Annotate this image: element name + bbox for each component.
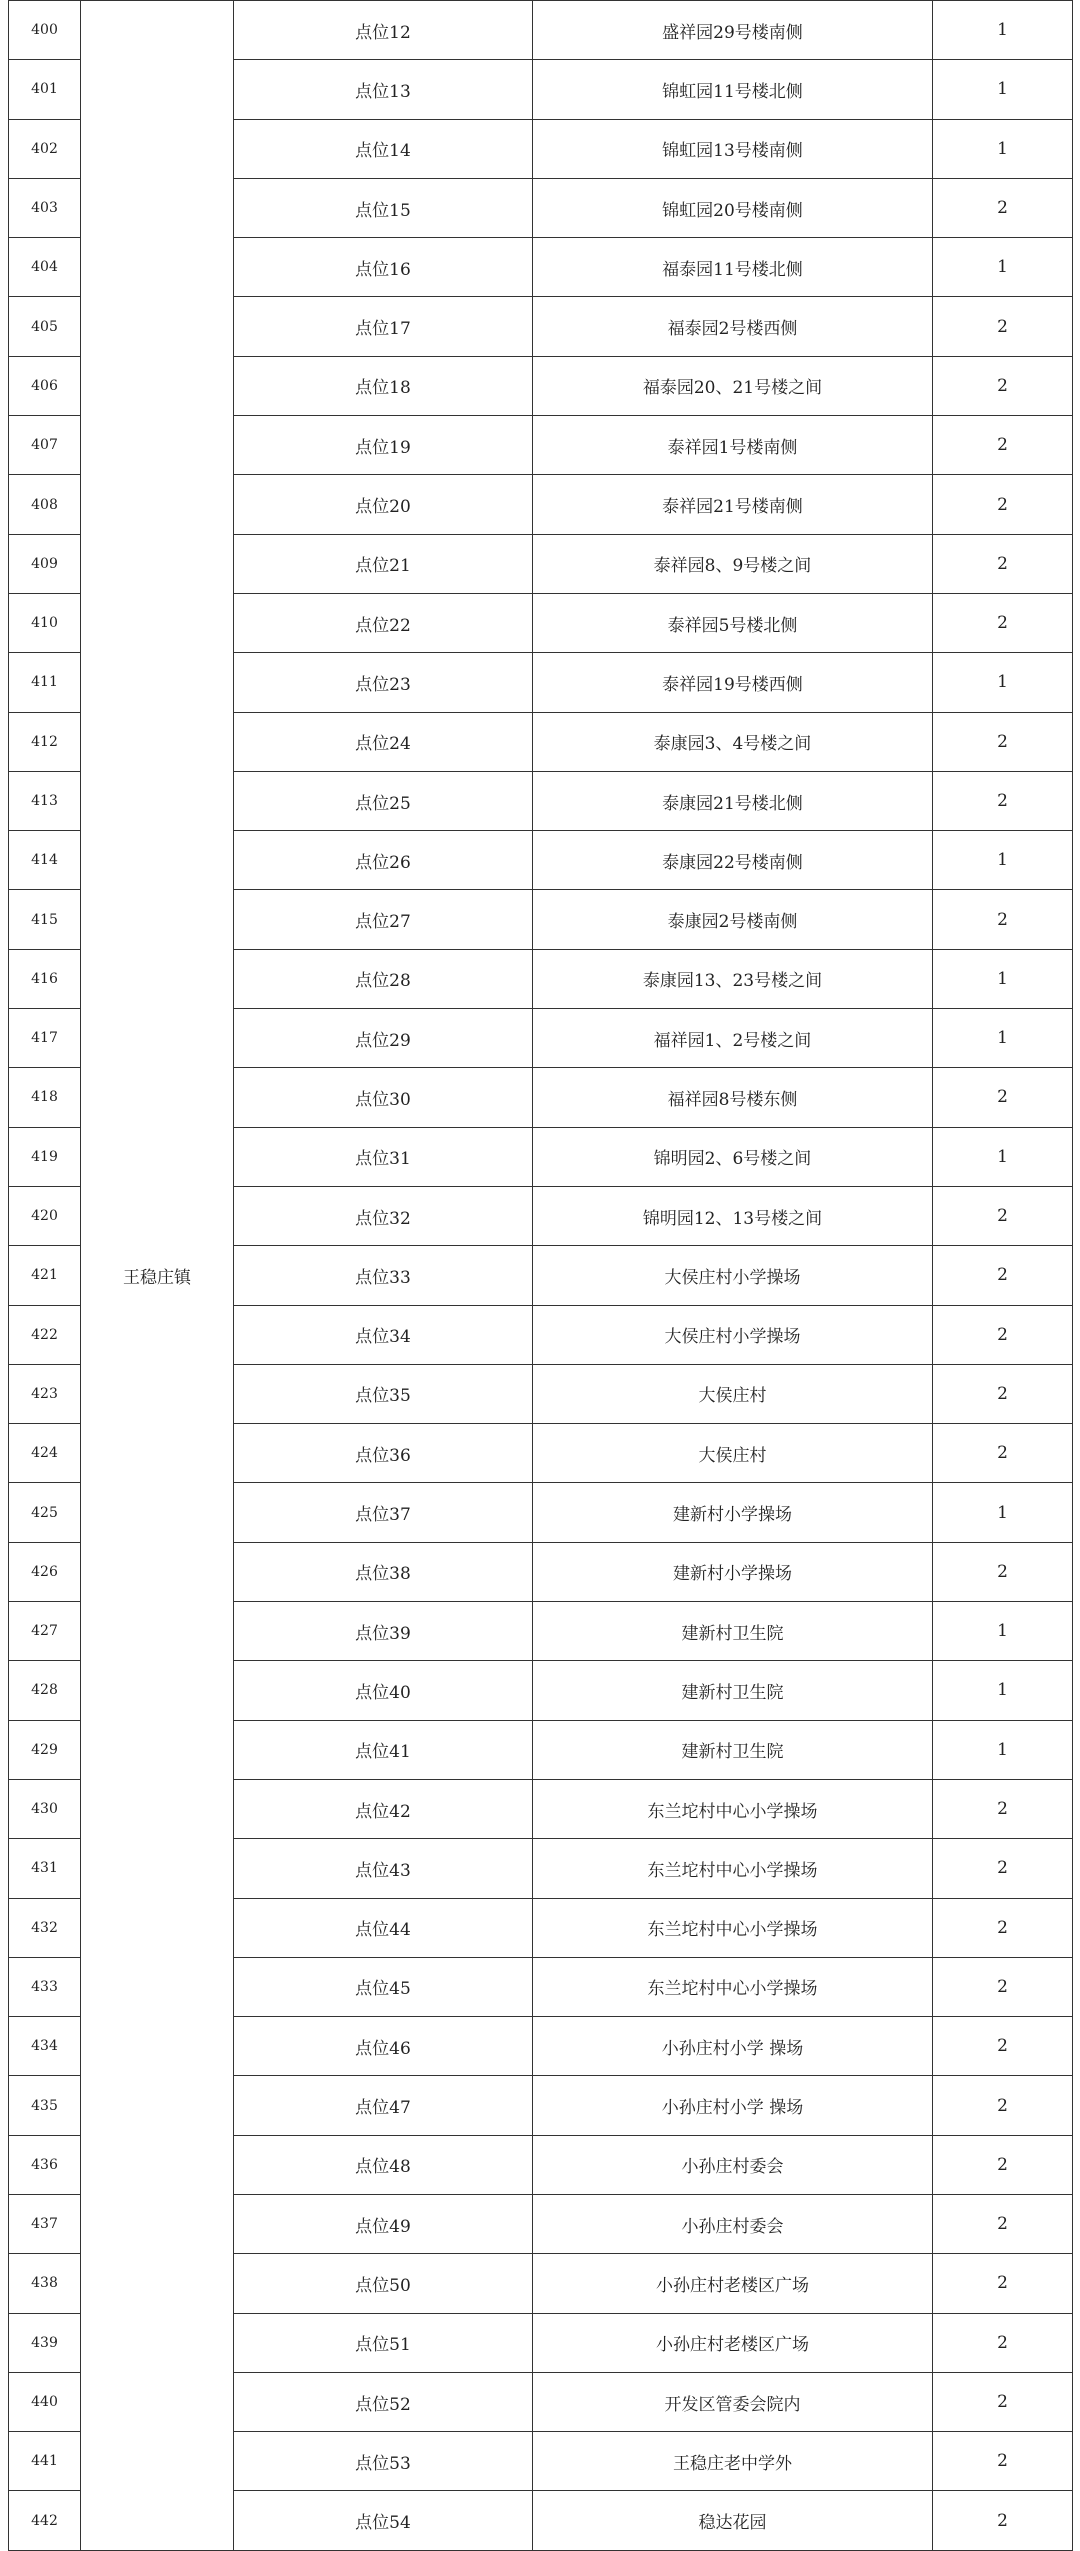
row-number: 419	[9, 1127, 81, 1186]
point-cell: 点位50	[234, 2254, 533, 2313]
point-cell: 点位42	[234, 1779, 533, 1838]
row-number: 422	[9, 1305, 81, 1364]
location-cell: 东兰坨村中心小学操场	[533, 1898, 933, 1957]
location-cell: 小孙庄村老楼区广场	[533, 2254, 933, 2313]
location-cell: 泰康园2号楼南侧	[533, 890, 933, 949]
point-cell: 点位20	[234, 475, 533, 534]
point-cell: 点位34	[234, 1305, 533, 1364]
location-cell: 泰祥园8、9号楼之间	[533, 534, 933, 593]
location-cell: 泰祥园19号楼西侧	[533, 653, 933, 712]
point-cell: 点位23	[234, 653, 533, 712]
count-cell: 2	[933, 2313, 1073, 2372]
row-number: 417	[9, 1009, 81, 1068]
point-cell: 点位21	[234, 534, 533, 593]
location-cell: 泰康园13、23号楼之间	[533, 949, 933, 1008]
location-cell: 建新村小学操场	[533, 1483, 933, 1542]
row-number: 438	[9, 2254, 81, 2313]
row-number: 425	[9, 1483, 81, 1542]
row-number: 415	[9, 890, 81, 949]
location-cell: 小孙庄村委会	[533, 2194, 933, 2253]
point-cell: 点位16	[234, 238, 533, 297]
count-cell: 2	[933, 2372, 1073, 2431]
count-cell: 1	[933, 1127, 1073, 1186]
row-number: 432	[9, 1898, 81, 1957]
count-cell: 1	[933, 1720, 1073, 1779]
location-cell: 稳达花园	[533, 2491, 933, 2550]
row-number: 414	[9, 831, 81, 890]
row-number: 420	[9, 1186, 81, 1245]
location-cell: 建新村卫生院	[533, 1720, 933, 1779]
row-number: 412	[9, 712, 81, 771]
row-number: 400	[9, 1, 81, 60]
town-cell: 王稳庄镇	[81, 1, 234, 2551]
row-number: 418	[9, 1068, 81, 1127]
count-cell: 2	[933, 1246, 1073, 1305]
location-cell: 东兰坨村中心小学操场	[533, 1839, 933, 1898]
point-cell: 点位24	[234, 712, 533, 771]
point-cell: 点位47	[234, 2076, 533, 2135]
point-cell: 点位26	[234, 831, 533, 890]
count-cell: 1	[933, 831, 1073, 890]
location-cell: 福祥园1、2号楼之间	[533, 1009, 933, 1068]
location-cell: 福祥园8号楼东侧	[533, 1068, 933, 1127]
location-cell: 福泰园2号楼西侧	[533, 297, 933, 356]
count-cell: 2	[933, 2135, 1073, 2194]
point-cell: 点位31	[234, 1127, 533, 1186]
count-cell: 2	[933, 178, 1073, 237]
count-cell: 2	[933, 2076, 1073, 2135]
point-cell: 点位41	[234, 1720, 533, 1779]
count-cell: 2	[933, 2017, 1073, 2076]
location-cell: 建新村卫生院	[533, 1661, 933, 1720]
row-number: 429	[9, 1720, 81, 1779]
location-cell: 泰祥园21号楼南侧	[533, 475, 933, 534]
location-cell: 大侯庄村	[533, 1364, 933, 1423]
location-cell: 盛祥园29号楼南侧	[533, 1, 933, 60]
location-cell: 泰康园3、4号楼之间	[533, 712, 933, 771]
row-number: 403	[9, 178, 81, 237]
row-number: 433	[9, 1957, 81, 2016]
location-cell: 锦虹园11号楼北侧	[533, 60, 933, 119]
count-cell: 1	[933, 119, 1073, 178]
count-cell: 2	[933, 1957, 1073, 2016]
count-cell: 2	[933, 356, 1073, 415]
point-cell: 点位49	[234, 2194, 533, 2253]
count-cell: 1	[933, 1, 1073, 60]
count-cell: 1	[933, 949, 1073, 1008]
point-cell: 点位33	[234, 1246, 533, 1305]
count-cell: 2	[933, 475, 1073, 534]
row-number: 430	[9, 1779, 81, 1838]
row-number: 408	[9, 475, 81, 534]
count-cell: 1	[933, 653, 1073, 712]
count-cell: 1	[933, 1602, 1073, 1661]
data-table	[8, 0, 1073, 2551]
location-cell: 泰康园22号楼南侧	[533, 831, 933, 890]
row-number: 434	[9, 2017, 81, 2076]
point-cell: 点位27	[234, 890, 533, 949]
location-cell: 锦明园12、13号楼之间	[533, 1186, 933, 1245]
point-cell: 点位52	[234, 2372, 533, 2431]
row-number: 411	[9, 653, 81, 712]
count-cell: 1	[933, 238, 1073, 297]
point-cell: 点位30	[234, 1068, 533, 1127]
count-cell: 2	[933, 1779, 1073, 1838]
point-cell: 点位44	[234, 1898, 533, 1957]
point-cell: 点位43	[234, 1839, 533, 1898]
point-cell: 点位46	[234, 2017, 533, 2076]
location-cell: 大侯庄村小学操场	[533, 1305, 933, 1364]
row-number: 404	[9, 238, 81, 297]
count-cell: 2	[933, 2491, 1073, 2550]
row-number: 409	[9, 534, 81, 593]
count-cell: 1	[933, 1661, 1073, 1720]
row-number: 427	[9, 1602, 81, 1661]
count-cell: 2	[933, 1898, 1073, 1957]
point-cell: 点位45	[234, 1957, 533, 2016]
location-cell: 东兰坨村中心小学操场	[533, 1957, 933, 2016]
point-cell: 点位29	[234, 1009, 533, 1068]
point-cell: 点位39	[234, 1602, 533, 1661]
location-cell: 王稳庄老中学外	[533, 2432, 933, 2491]
point-cell: 点位48	[234, 2135, 533, 2194]
count-cell: 2	[933, 416, 1073, 475]
point-cell: 点位37	[234, 1483, 533, 1542]
location-cell: 福泰园11号楼北侧	[533, 238, 933, 297]
row-number: 413	[9, 771, 81, 830]
row-number: 416	[9, 949, 81, 1008]
point-cell: 点位36	[234, 1424, 533, 1483]
location-cell: 东兰坨村中心小学操场	[533, 1779, 933, 1838]
row-number: 402	[9, 119, 81, 178]
location-cell: 开发区管委会院内	[533, 2372, 933, 2431]
count-cell: 2	[933, 534, 1073, 593]
location-cell: 小孙庄村老楼区广场	[533, 2313, 933, 2372]
row-number: 401	[9, 60, 81, 119]
point-cell: 点位35	[234, 1364, 533, 1423]
count-cell: 1	[933, 1009, 1073, 1068]
location-cell: 锦虹园20号楼南侧	[533, 178, 933, 237]
count-cell: 2	[933, 297, 1073, 356]
count-cell: 2	[933, 771, 1073, 830]
count-cell: 2	[933, 593, 1073, 652]
table-body	[9, 1, 1073, 2551]
point-cell: 点位14	[234, 119, 533, 178]
point-cell: 点位25	[234, 771, 533, 830]
point-cell: 点位38	[234, 1542, 533, 1601]
point-cell: 点位22	[234, 593, 533, 652]
count-cell: 1	[933, 60, 1073, 119]
row-number: 405	[9, 297, 81, 356]
point-cell: 点位28	[234, 949, 533, 1008]
count-cell: 2	[933, 712, 1073, 771]
location-cell: 泰祥园5号楼北侧	[533, 593, 933, 652]
location-cell: 锦虹园13号楼南侧	[533, 119, 933, 178]
count-cell: 2	[933, 1305, 1073, 1364]
row-number: 439	[9, 2313, 81, 2372]
point-cell: 点位18	[234, 356, 533, 415]
point-cell: 点位13	[234, 60, 533, 119]
count-cell: 2	[933, 890, 1073, 949]
location-cell: 小孙庄村小学 操场	[533, 2017, 933, 2076]
location-cell: 建新村小学操场	[533, 1542, 933, 1601]
count-cell: 2	[933, 2432, 1073, 2491]
count-cell: 2	[933, 1068, 1073, 1127]
count-cell: 2	[933, 1542, 1073, 1601]
row-number: 428	[9, 1661, 81, 1720]
count-cell: 2	[933, 1364, 1073, 1423]
location-cell: 小孙庄村委会	[533, 2135, 933, 2194]
point-cell: 点位17	[234, 297, 533, 356]
point-cell: 点位54	[234, 2491, 533, 2550]
count-cell: 2	[933, 2254, 1073, 2313]
row-number: 423	[9, 1364, 81, 1423]
count-cell: 1	[933, 1483, 1073, 1542]
point-cell: 点位32	[234, 1186, 533, 1245]
row-number: 424	[9, 1424, 81, 1483]
location-cell: 锦明园2、6号楼之间	[533, 1127, 933, 1186]
location-cell: 小孙庄村小学 操场	[533, 2076, 933, 2135]
row-number: 440	[9, 2372, 81, 2431]
row-number: 441	[9, 2432, 81, 2491]
point-cell: 点位40	[234, 1661, 533, 1720]
row-number: 437	[9, 2194, 81, 2253]
row-number: 421	[9, 1246, 81, 1305]
location-cell: 大侯庄村	[533, 1424, 933, 1483]
row-number: 406	[9, 356, 81, 415]
row-number: 436	[9, 2135, 81, 2194]
location-cell: 建新村卫生院	[533, 1602, 933, 1661]
point-cell: 点位15	[234, 178, 533, 237]
row-number: 410	[9, 593, 81, 652]
row-number: 426	[9, 1542, 81, 1601]
row-number: 442	[9, 2491, 81, 2550]
count-cell: 2	[933, 2194, 1073, 2253]
row-number: 435	[9, 2076, 81, 2135]
location-cell: 泰祥园1号楼南侧	[533, 416, 933, 475]
point-cell: 点位19	[234, 416, 533, 475]
point-cell: 点位12	[234, 1, 533, 60]
location-cell: 福泰园20、21号楼之间	[533, 356, 933, 415]
location-cell: 泰康园21号楼北侧	[533, 771, 933, 830]
count-cell: 2	[933, 1424, 1073, 1483]
row-number: 407	[9, 416, 81, 475]
row-number: 431	[9, 1839, 81, 1898]
location-cell: 大侯庄村小学操场	[533, 1246, 933, 1305]
point-cell: 点位53	[234, 2432, 533, 2491]
count-cell: 2	[933, 1839, 1073, 1898]
point-cell: 点位51	[234, 2313, 533, 2372]
table-row	[9, 1, 1073, 60]
count-cell: 2	[933, 1186, 1073, 1245]
